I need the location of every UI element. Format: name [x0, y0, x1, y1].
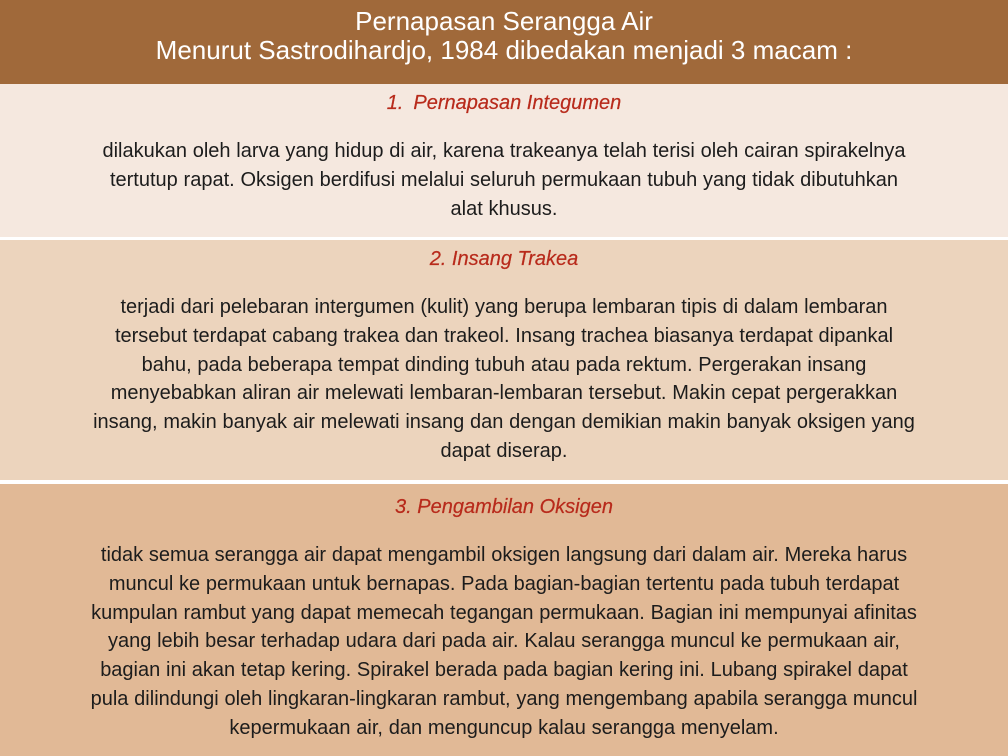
section-body	[0, 115, 1008, 223]
body-line: bagian ini akan tetap kering. Spirakel berada pada bagian kering ini. Lubang spirakel dapat	[100, 659, 908, 682]
body-line: bahu, pada beberapa tempat dinding tubuh atau pada rektum. Pergerakan insang	[141, 353, 867, 376]
body-line: pula dilindungi oleh lingkaran-lingkaran rambut, yang mengembang apabila serangga muncul	[90, 687, 918, 710]
section-pengambilan-oksigen	[0, 484, 1008, 756]
body-line: insang, makin banyak air melewati insang dan dengan demikian makin banyak oksigen yang	[93, 411, 915, 434]
slide-title: Pernapasan Serangga Air	[355, 6, 653, 36]
body-line: tertutup rapat. Oksigen berdifusi melalui seluruh permukaan tubuh yang tidak dibutuhkan	[109, 168, 899, 191]
section-body	[0, 519, 1008, 743]
section-heading	[0, 84, 1008, 115]
body-line: yang lebih besar terhadap udara dari pada air. Kalau serangga muncul ke permukaan air,	[107, 630, 900, 653]
body-line: tidak semua serangga air dapat mengambil oksigen langsung dari dalam air. Mereka harus	[100, 544, 908, 566]
body-line: dilakukan oleh larva yang hidup di air, karena trakeanya telah terisi oleh cairan spirakelnya	[102, 140, 906, 162]
section-insang-trakea	[0, 240, 1008, 480]
section-heading-text: Pernapasan Integumen	[413, 92, 622, 114]
body-line: tersebut terdapat cabang trakea dan trakeol. Insang trachea biasanya terdapat dipankal	[114, 324, 894, 347]
body-line: menyebabkan aliran air melewati lembaran-lembaran tersebut. Makin cepat pergerakkan	[110, 382, 898, 405]
section-body	[0, 271, 1008, 466]
section-heading: 2. Insang Trakea	[429, 248, 579, 270]
section-integumen	[0, 84, 1008, 237]
slide-header	[0, 0, 1008, 84]
body-line: alat khusus.	[450, 197, 558, 220]
body-line: muncul ke permukaan untuk bernapas. Pada bagian-bagian tertentu pada tubuh terdapat	[108, 572, 900, 595]
body-line: terjadi dari pelebaran intergumen (kulit) yang berupa lembaran tipis di dalam lembaran	[120, 296, 888, 318]
slide-subtitle: Menurut Sastrodihardjo, 1984 dibedakan menjadi 3 macam :	[155, 35, 853, 65]
body-line: kepermukaan air, dan menguncup kalau serangga menyelam.	[229, 716, 779, 739]
section-number: 1.	[386, 92, 404, 114]
body-line: kumpulan rambut yang dapat memecah tegangan permukaan. Bagian ini mempunyai afinitas	[91, 601, 917, 624]
section-heading: 3. Pengambilan Oksigen	[395, 496, 613, 518]
body-line: dapat diserap.	[440, 439, 568, 462]
